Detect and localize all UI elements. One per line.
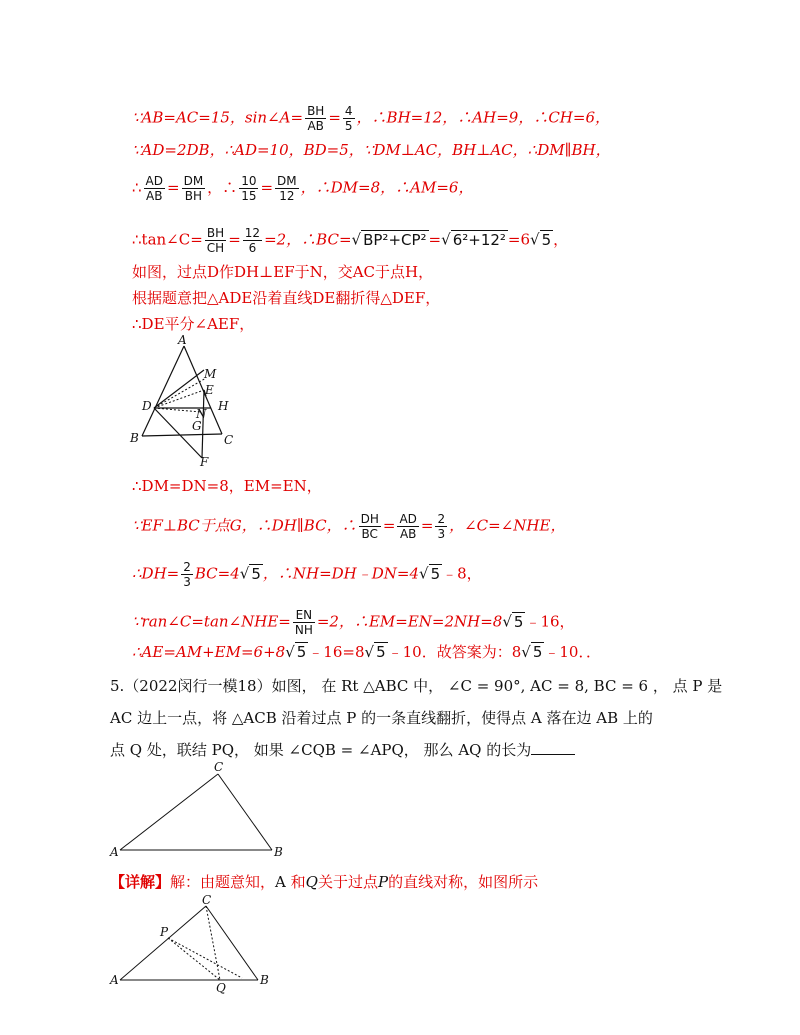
solution-line-6: 根据题意把△ADE沿着直线DE翻折得△DEF， (132, 289, 441, 307)
label-g: G (192, 419, 202, 433)
numerator: DM (277, 174, 297, 188)
text: ﹣16， (525, 612, 575, 631)
radicand: 5 (541, 230, 552, 249)
detail-line (110, 872, 538, 892)
numerator: DH (360, 512, 379, 526)
denominator: BH (184, 189, 202, 203)
radicand: BP²+CP² (363, 230, 427, 249)
fraction-en-nh (293, 608, 315, 637)
sqrt-5: √ 5 (502, 612, 524, 631)
answer-blank (531, 740, 575, 755)
numerator: 12 (244, 226, 261, 240)
text: ∴ (132, 178, 142, 197)
detail-text: 解：由题意知， (170, 873, 276, 891)
point-p: P (377, 873, 389, 891)
denominator: 15 (241, 189, 257, 203)
numerator: 10 (241, 174, 257, 188)
solution-line-4: ∴tan∠C= $\frac{BH}{CH}$ = $\frac{12}{6}$ =2，∴BC=√ BP²+CP² =√ 6²+12² =6√ 5 ， (132, 226, 569, 255)
equals: = (328, 108, 341, 127)
numerator: 2 (437, 512, 446, 526)
text: =2，∴BC= (264, 230, 352, 249)
text: ∴DH= (132, 564, 180, 583)
fraction-2-3 (435, 512, 447, 541)
fraction-dh-bc (359, 512, 381, 541)
problem-text: 点 Q 处，联结 PQ， 如果 ∠CQB = ∠APQ， 那么 AQ 的长为 (110, 741, 532, 759)
text: ，∴DM=8，∴AM=6， (300, 178, 474, 197)
numerator: AD (399, 512, 417, 526)
sqrt-5: √ 5 (521, 643, 543, 661)
sqrt-5: √ 5 (419, 564, 441, 583)
problem-line-2: AC 边上一点，将 △ACB 沿着过点 P 的一条直线翻折，使得点 A 落在边 AB 上的 (110, 709, 653, 727)
right-triangle-figure (108, 760, 288, 860)
label-b: B (260, 973, 269, 987)
text: BC=4 (194, 564, 240, 583)
label-d: D (142, 399, 152, 413)
sqrt-6-12: √ 6²+12² (441, 230, 506, 249)
detail-tag: 【详解】 (110, 873, 171, 891)
radicand: 5 (296, 643, 307, 661)
label-m: M (204, 367, 217, 381)
radicand: 5 (376, 643, 386, 661)
text: =6 (507, 230, 531, 249)
denominator: NH (294, 623, 313, 637)
text: ，∴BH=12，∴AH=9，∴CH=6， (356, 108, 611, 127)
text: ∵ran∠C=tan∠NHE= (132, 612, 291, 631)
point-q: Q (305, 873, 318, 891)
text: ∴tan∠C= (132, 230, 203, 249)
fraction-ad-ab (397, 512, 418, 541)
numerator: 2 (183, 560, 191, 574)
denominator: AB (307, 119, 324, 133)
denominator: CH (206, 241, 225, 255)
problem-line-1: 5.（2022闵行一模18）如图， 在 Rt △ABC 中， ∠C = 90°, AC = 8, BC = 6 ， 点 P 是 (110, 677, 723, 695)
sqrt-5: √ 5 (239, 564, 261, 583)
radicand: 5 (251, 564, 261, 583)
solution-line-1 (132, 104, 610, 133)
numerator: AD (145, 174, 163, 188)
label-n: N (196, 407, 207, 421)
denominator: 3 (437, 527, 446, 541)
radicand: 6²+12² (452, 230, 506, 249)
denominator: AB (399, 527, 417, 541)
denominator: AB (146, 189, 163, 203)
denominator: 12 (279, 189, 295, 203)
text: ，∠C=∠NHE， (449, 516, 566, 535)
text: ∴AE=AM+EM=6+8 (132, 643, 286, 661)
label-a: A (178, 333, 187, 347)
label-a: A (110, 973, 119, 987)
radicand: 5 (430, 564, 441, 583)
fold-solution-figure (108, 894, 278, 994)
denominator: BC (361, 527, 378, 541)
triangle-fold-figure (120, 330, 250, 468)
point-a: A (275, 873, 286, 891)
problem-line-3 (110, 740, 575, 760)
solution-line-9: ∵EF⊥BC于点G，∴DH∥BC，∴ $\frac{DH}{BC}$ = $\frac{AD}{AB}$ = $\frac{2}{3}$ ，∠C=∠NHE， (132, 512, 566, 541)
sqrt-bp2-cp2: √ BP²+CP² (351, 230, 427, 249)
text: ﹣10．． (544, 643, 601, 661)
denominator: 6 (248, 241, 257, 255)
numerator: BH (307, 104, 325, 118)
label-b: B (130, 431, 139, 445)
text: ∵AB=AC=15，sin∠A= (132, 108, 304, 127)
denominator: 3 (183, 575, 191, 589)
solution-line-8: ∴DM=DN=8，EM=EN， (132, 477, 322, 495)
label-a: A (110, 845, 119, 859)
label-h: H (218, 399, 229, 413)
solution-line-11 (132, 608, 575, 637)
fraction-12-6 (243, 226, 262, 255)
fraction-bh-ch (205, 226, 226, 255)
fraction-10-15 (239, 174, 258, 203)
fraction-dm-12 (275, 174, 299, 203)
numerator: EN (293, 608, 315, 623)
fraction-bh-ab (305, 104, 326, 133)
text: ，∴ (207, 178, 238, 197)
solution-line-3: ∴ $\frac{AD}{AB}$ = $\frac{DM}{BH}$ ，∴ $\frac{10}{15}$ = $\frac{DM}{12}$ ，∴DM=8，∴AM=6， (132, 174, 474, 203)
text: ， (553, 230, 569, 249)
solution-line-10 (132, 560, 482, 589)
fraction-2-3 (181, 560, 193, 589)
numerator: 4 (344, 104, 353, 118)
sqrt-5: √ 5 (285, 643, 307, 661)
detail-text: 和 (285, 873, 306, 891)
denominator: 5 (344, 119, 353, 133)
text: ﹣10．故答案为：8 (387, 643, 522, 661)
solution-line-12 (132, 642, 601, 662)
label-c: C (202, 894, 212, 907)
radicand: 5 (532, 643, 543, 661)
fraction-dm-bh (182, 174, 206, 203)
sqrt-5: √ 5 (364, 643, 386, 661)
label-q: Q (216, 981, 226, 994)
detail-text: 的直线对称，如图所示 (388, 873, 539, 891)
solution-line-2: ∵AD=2DB，∴AD=10，BD=5，∵DM⊥AC，BH⊥AC，∴DM∥BH， (132, 141, 611, 159)
sqrt-5: √ 5 (530, 230, 552, 249)
label-f: F (200, 455, 209, 468)
text: ﹣8， (442, 564, 482, 583)
label-p: P (160, 925, 169, 939)
label-c: C (214, 760, 224, 774)
detail-text: 关于过点 (317, 873, 378, 891)
fraction-ad-ab (144, 174, 165, 203)
label-e: E (205, 383, 214, 397)
label-b: B (274, 845, 283, 859)
text: ∵EF⊥BC于点G，∴DH∥BC，∴ (132, 516, 357, 535)
solution-line-5: 如图，过点D作DH⊥EF于N，交AC于点H， (132, 263, 434, 281)
label-c: C (224, 433, 234, 447)
text: ，∴NH=DH﹣DN=4 (262, 564, 420, 583)
radicand: 5 (513, 612, 524, 631)
text: ﹣16=8 (308, 643, 365, 661)
fraction-4-5 (343, 104, 355, 133)
solution-line-7: ∴DE平分∠AEF， (132, 315, 255, 333)
text: =2，∴EM=EN=2NH=8 (316, 612, 503, 631)
numerator: BH (205, 226, 226, 241)
numerator: DM (183, 174, 204, 188)
